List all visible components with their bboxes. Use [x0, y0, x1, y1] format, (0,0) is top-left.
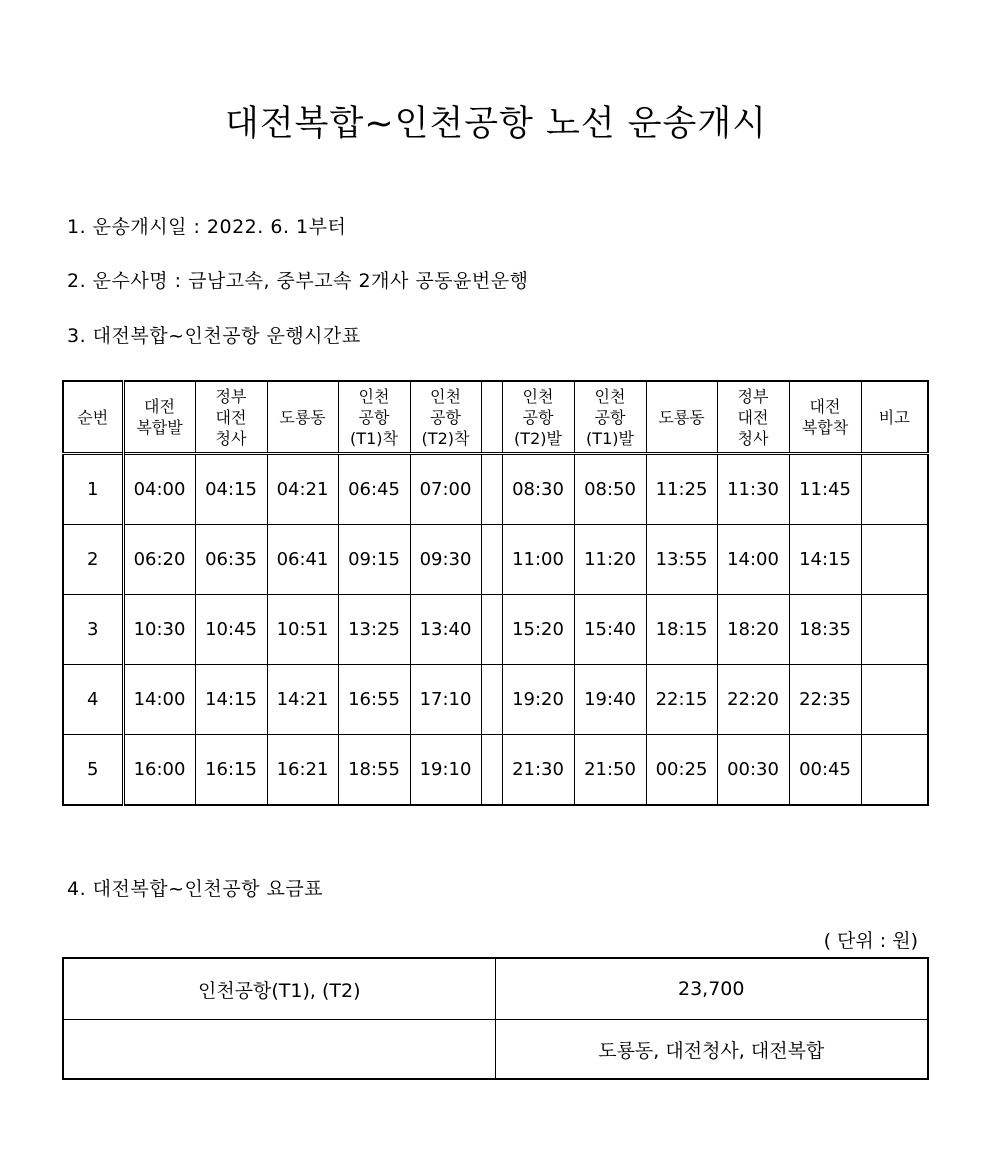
time-cell: 15:20 [502, 595, 574, 665]
timetable-row [63, 665, 928, 735]
time-cell: 11:25 [646, 454, 717, 525]
header-line: 복합발 [136, 418, 183, 437]
fare-unit: ( 단위 : 원) [823, 930, 918, 952]
time-cell: 11:20 [574, 525, 646, 595]
time-cell: 14:15 [195, 665, 267, 735]
header-line: 청사 [737, 428, 769, 448]
fare-cell-empty [63, 1020, 495, 1080]
header-line: 복합착 [801, 418, 849, 437]
time-cell: 21:30 [502, 735, 574, 806]
time-cell: 14:15 [789, 525, 861, 595]
timetable-header-cell [646, 381, 717, 454]
time-cell: 06:35 [195, 525, 267, 595]
header-line: 공항 [594, 407, 626, 427]
timetable-header-cell [717, 381, 789, 454]
time-cell: 16:15 [195, 735, 267, 806]
operators-item: 2. 운수사명 : 금남고속, 중부고속 2개사 공동윤번운행 [67, 270, 529, 292]
time-cell: 09:30 [410, 525, 481, 595]
time-cell: 22:20 [717, 665, 789, 735]
time-cell: 19:20 [502, 665, 574, 735]
time-cell: 13:40 [410, 595, 481, 665]
time-cell [861, 525, 928, 595]
time-cell: 18:55 [338, 735, 410, 806]
timetable [62, 380, 929, 806]
time-cell: 17:10 [410, 665, 481, 735]
time-cell: 10:51 [267, 595, 338, 665]
timetable-header-cell [481, 381, 502, 454]
time-cell [861, 454, 928, 525]
time-cell: 16:21 [267, 735, 338, 806]
header-line: 공항 [358, 407, 390, 427]
header-line: 대전 [809, 397, 841, 416]
time-cell: 04:21 [267, 454, 338, 525]
timetable-header-cell [267, 381, 338, 454]
header-line: (T1)착 [350, 428, 398, 448]
fare-heading: 4. 대전복합~인천공항 요금표 [67, 878, 324, 900]
time-cell: 06:41 [267, 525, 338, 595]
time-cell: 00:25 [646, 735, 717, 806]
fare-table [62, 957, 929, 1080]
time-cell: 13:25 [338, 595, 410, 665]
timetable-header-cell [195, 381, 267, 454]
header-line: (T2)발 [514, 428, 562, 448]
timetable-header-cell [574, 381, 646, 454]
time-cell: 00:45 [789, 735, 861, 806]
timetable-row [63, 454, 928, 525]
header-line: 정부 [737, 386, 769, 406]
fare-stops: 도룡동, 대전청사, 대전복합 [495, 1020, 928, 1080]
header-line: 청사 [215, 428, 247, 448]
time-cell [861, 665, 928, 735]
fare-row [63, 1020, 928, 1080]
timetable-header-cell [123, 381, 195, 454]
time-cell: 04:15 [195, 454, 267, 525]
timetable-header-cell [861, 381, 928, 454]
timetable-header-cell [410, 381, 481, 454]
timetable-header-cell [338, 381, 410, 454]
time-cell: 10:30 [123, 595, 195, 665]
header-line: (T1)발 [586, 428, 634, 448]
time-cell: 11:00 [502, 525, 574, 595]
time-cell: 00:30 [717, 735, 789, 806]
time-cell: 18:20 [717, 595, 789, 665]
time-cell [861, 595, 928, 665]
time-cell: 09:15 [338, 525, 410, 595]
time-cell: 19:40 [574, 665, 646, 735]
time-cell: 18:15 [646, 595, 717, 665]
time-cell [481, 525, 502, 595]
time-cell: 21:50 [574, 735, 646, 806]
header-line: 인천 [594, 386, 626, 406]
time-cell: 14:21 [267, 665, 338, 735]
time-cell: 15:40 [574, 595, 646, 665]
time-cell: 16:55 [338, 665, 410, 735]
time-cell: 11:30 [717, 454, 789, 525]
timetable-row [63, 525, 928, 595]
time-cell: 04:00 [123, 454, 195, 525]
timetable-header-cell [63, 381, 123, 454]
timetable-row [63, 595, 928, 665]
run-number: 5 [63, 735, 123, 806]
fare-row [63, 958, 928, 1020]
timetable-header-row [63, 381, 928, 454]
header-line: 도룡동 [658, 407, 705, 427]
header-line: 순번 [77, 407, 109, 427]
header-line: 인천 [522, 386, 554, 406]
fare-price: 23,700 [495, 958, 928, 1020]
time-cell: 16:00 [123, 735, 195, 806]
time-cell: 11:45 [789, 454, 861, 525]
time-cell: 06:20 [123, 525, 195, 595]
time-cell [481, 665, 502, 735]
time-cell: 19:10 [410, 735, 481, 806]
header-line: 대전 [215, 407, 247, 427]
time-cell [481, 735, 502, 806]
time-cell: 13:55 [646, 525, 717, 595]
run-number: 1 [63, 454, 123, 525]
timetable-heading: 3. 대전복합~인천공항 운행시간표 [67, 325, 361, 347]
header-line: 대전 [737, 407, 769, 427]
header-line: 공항 [430, 407, 461, 427]
header-line: 도룡동 [279, 407, 326, 427]
time-cell: 08:50 [574, 454, 646, 525]
time-cell [861, 735, 928, 806]
fare-route: 인천공항(T1), (T2) [63, 958, 495, 1020]
header-line: 공항 [522, 407, 554, 427]
time-cell: 10:45 [195, 595, 267, 665]
header-line: 인천 [358, 386, 390, 406]
header-line: 비고 [878, 407, 910, 427]
time-cell [481, 454, 502, 525]
time-cell: 07:00 [410, 454, 481, 525]
page-title: 대전복합~인천공항 노선 운송개시 [225, 104, 767, 144]
timetable-row [63, 735, 928, 806]
time-cell: 14:00 [123, 665, 195, 735]
time-cell: 08:30 [502, 454, 574, 525]
timetable-header-cell [789, 381, 861, 454]
time-cell: 06:45 [338, 454, 410, 525]
run-number: 4 [63, 665, 123, 735]
start-date-item: 1. 운송개시일 : 2022. 6. 1부터 [67, 216, 347, 238]
header-line: 대전 [144, 397, 175, 416]
run-number: 3 [63, 595, 123, 665]
header-line: 정부 [215, 386, 247, 406]
header-line: (T2)착 [421, 428, 470, 448]
run-number: 2 [63, 525, 123, 595]
timetable-header-cell [502, 381, 574, 454]
time-cell: 22:15 [646, 665, 717, 735]
time-cell: 18:35 [789, 595, 861, 665]
time-cell: 22:35 [789, 665, 861, 735]
header-line: 인천 [430, 386, 461, 406]
time-cell [481, 595, 502, 665]
time-cell: 14:00 [717, 525, 789, 595]
